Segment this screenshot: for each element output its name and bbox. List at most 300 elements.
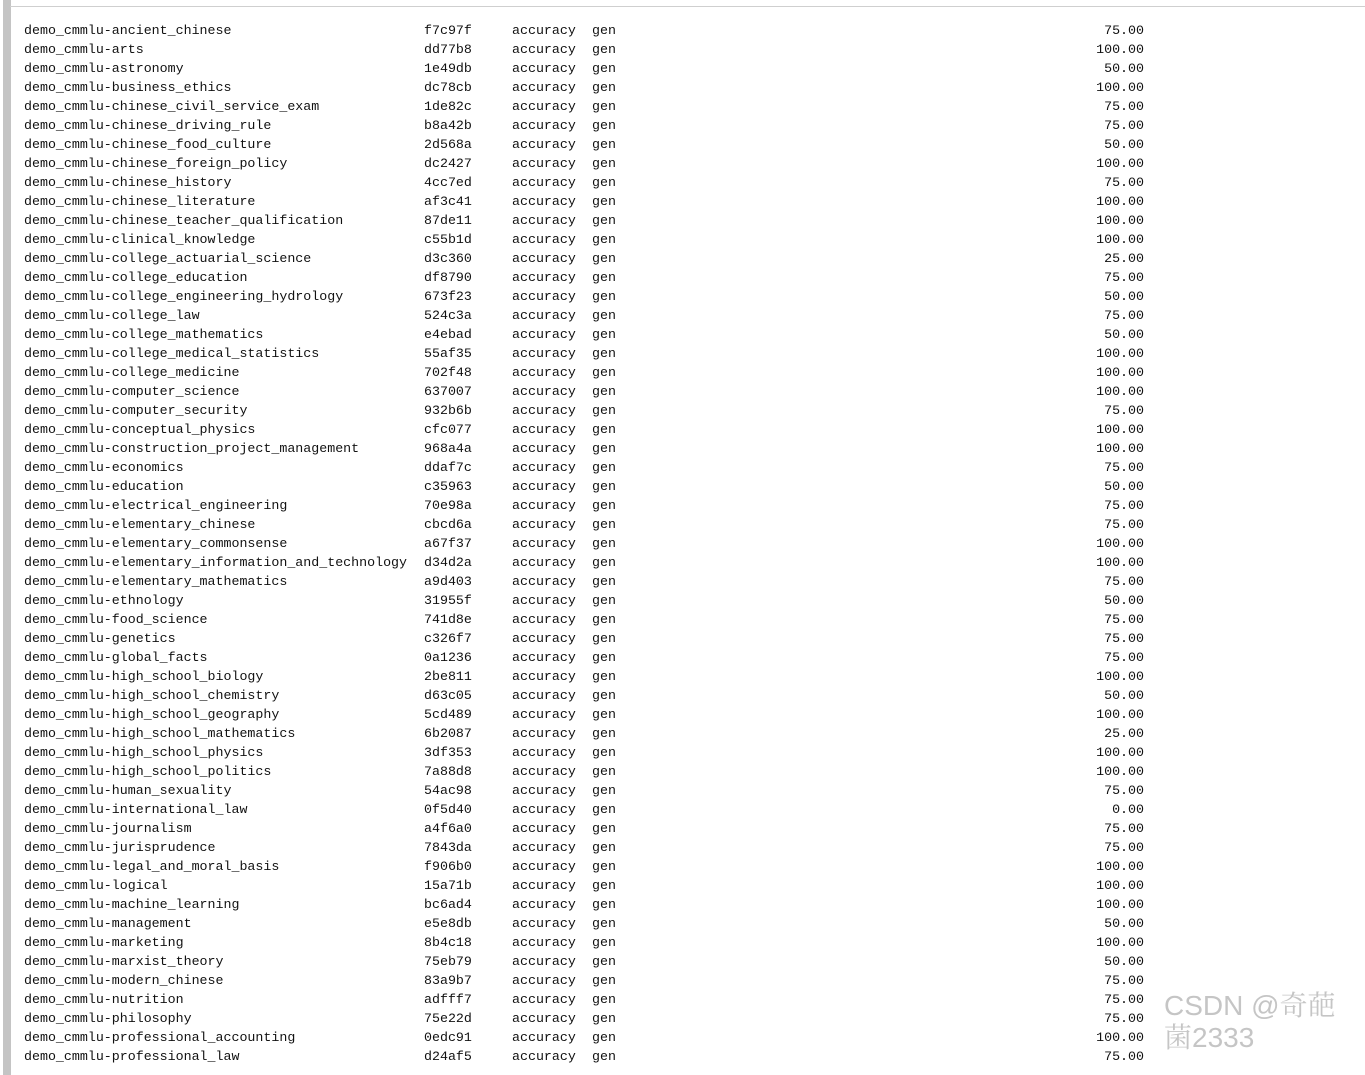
dataset-name: demo_cmmlu-economics (24, 460, 184, 475)
version-hash: cbcd6a (424, 517, 472, 532)
version-hash: 5cd489 (424, 707, 472, 722)
version-hash: 1de82c (424, 99, 472, 114)
version-hash: 741d8e (424, 612, 472, 627)
score: 75.00 (1104, 460, 1144, 475)
score: 25.00 (1104, 726, 1144, 741)
version-hash: 1e49db (424, 61, 472, 76)
dataset-name: demo_cmmlu-college_education (24, 270, 248, 285)
metric: accuracy (512, 137, 576, 152)
version-hash: 75eb79 (424, 954, 472, 969)
mode: gen (592, 783, 616, 798)
score: 75.00 (1104, 23, 1144, 38)
metric: accuracy (512, 536, 576, 551)
metric: accuracy (512, 555, 576, 570)
version-hash: 2be811 (424, 669, 472, 684)
metric: accuracy (512, 80, 576, 95)
metric: accuracy (512, 745, 576, 760)
dataset-name: demo_cmmlu-philosophy (24, 1011, 192, 1026)
metric: accuracy (512, 897, 576, 912)
score: 100.00 (1096, 422, 1144, 437)
score: 100.00 (1096, 935, 1144, 950)
table-row (0, 420, 1365, 439)
dataset-name: demo_cmmlu-high_school_geography (24, 707, 280, 722)
mode: gen (592, 346, 616, 361)
metric: accuracy (512, 821, 576, 836)
score: 75.00 (1104, 612, 1144, 627)
table-row (0, 268, 1365, 287)
table-row (0, 667, 1365, 686)
score: 75.00 (1104, 840, 1144, 855)
dataset-name: demo_cmmlu-education (24, 479, 184, 494)
mode: gen (592, 802, 616, 817)
version-hash: cfc077 (424, 422, 472, 437)
score: 75.00 (1104, 270, 1144, 285)
watermark: CSDN @奇葩菌2333 (1164, 990, 1336, 1053)
score: 50.00 (1104, 954, 1144, 969)
mode: gen (592, 745, 616, 760)
table-row (0, 344, 1365, 363)
version-hash: dc78cb (424, 80, 472, 95)
metric: accuracy (512, 973, 576, 988)
table-row (0, 838, 1365, 857)
score: 100.00 (1096, 156, 1144, 171)
version-hash: f906b0 (424, 859, 472, 874)
score: 100.00 (1096, 232, 1144, 247)
score: 75.00 (1104, 783, 1144, 798)
metric: accuracy (512, 213, 576, 228)
version-hash: dd77b8 (424, 42, 472, 57)
dataset-name: demo_cmmlu-electrical_engineering (24, 498, 288, 513)
mode: gen (592, 878, 616, 893)
table-row (0, 743, 1365, 762)
version-hash: 6b2087 (424, 726, 472, 741)
dataset-name: demo_cmmlu-college_medical_statistics (24, 346, 320, 361)
metric: accuracy (512, 859, 576, 874)
table-row (0, 686, 1365, 705)
table-row (0, 496, 1365, 515)
table-row (0, 306, 1365, 325)
mode: gen (592, 42, 616, 57)
dataset-name: demo_cmmlu-chinese_food_culture (24, 137, 272, 152)
version-hash: af3c41 (424, 194, 472, 209)
mode: gen (592, 365, 616, 380)
metric: accuracy (512, 707, 576, 722)
score: 50.00 (1104, 479, 1144, 494)
mode: gen (592, 859, 616, 874)
metric: accuracy (512, 118, 576, 133)
version-hash: 15a71b (424, 878, 472, 893)
dataset-name: demo_cmmlu-high_school_mathematics (24, 726, 296, 741)
version-hash: c35963 (424, 479, 472, 494)
score: 75.00 (1104, 118, 1144, 133)
dataset-name: demo_cmmlu-college_medicine (24, 365, 240, 380)
dataset-name: demo_cmmlu-logical (24, 878, 168, 893)
table-row (0, 325, 1365, 344)
mode: gen (592, 498, 616, 513)
dataset-name: demo_cmmlu-professional_law (24, 1049, 240, 1064)
dataset-name: demo_cmmlu-elementary_information_and_technology (24, 555, 408, 570)
version-hash: 31955f (424, 593, 472, 608)
table-row (0, 173, 1365, 192)
table-row (0, 211, 1365, 230)
dataset-name: demo_cmmlu-computer_security (24, 403, 248, 418)
mode: gen (592, 479, 616, 494)
version-hash: 524c3a (424, 308, 472, 323)
table-row (0, 439, 1365, 458)
version-hash: 0edc91 (424, 1030, 472, 1045)
score: 25.00 (1104, 251, 1144, 266)
dataset-name: demo_cmmlu-astronomy (24, 61, 184, 76)
dataset-name: demo_cmmlu-global_facts (24, 650, 208, 665)
metric: accuracy (512, 935, 576, 950)
version-hash: 932b6b (424, 403, 472, 418)
dataset-name: demo_cmmlu-college_actuarial_science (24, 251, 312, 266)
table-row (0, 515, 1365, 534)
dataset-name: demo_cmmlu-conceptual_physics (24, 422, 256, 437)
table-row (0, 553, 1365, 572)
table-row (0, 895, 1365, 914)
dataset-name: demo_cmmlu-human_sexuality (24, 783, 232, 798)
mode: gen (592, 1030, 616, 1045)
table-row (0, 21, 1365, 40)
metric: accuracy (512, 251, 576, 266)
dataset-name: demo_cmmlu-computer_science (24, 384, 240, 399)
metric: accuracy (512, 916, 576, 931)
mode: gen (592, 99, 616, 114)
metric: accuracy (512, 688, 576, 703)
metric: accuracy (512, 954, 576, 969)
score: 75.00 (1104, 99, 1144, 114)
table-row (0, 249, 1365, 268)
score: 75.00 (1104, 403, 1144, 418)
table-row (0, 781, 1365, 800)
version-hash: a4f6a0 (424, 821, 472, 836)
dataset-name: demo_cmmlu-high_school_chemistry (24, 688, 280, 703)
score: 75.00 (1104, 517, 1144, 532)
dataset-name: demo_cmmlu-marketing (24, 935, 184, 950)
score: 75.00 (1104, 992, 1144, 1007)
mode: gen (592, 916, 616, 931)
score: 100.00 (1096, 745, 1144, 760)
mode: gen (592, 137, 616, 152)
table-row (0, 78, 1365, 97)
table-row (0, 116, 1365, 135)
dataset-name: demo_cmmlu-clinical_knowledge (24, 232, 256, 247)
score: 75.00 (1104, 498, 1144, 513)
dataset-name: demo_cmmlu-elementary_chinese (24, 517, 256, 532)
score: 100.00 (1096, 555, 1144, 570)
mode: gen (592, 688, 616, 703)
metric: accuracy (512, 498, 576, 513)
table-row (0, 1009, 1365, 1028)
version-hash: a9d403 (424, 574, 472, 589)
version-hash: 83a9b7 (424, 973, 472, 988)
mode: gen (592, 270, 616, 285)
score: 0.00 (1112, 802, 1144, 817)
mode: gen (592, 612, 616, 627)
score: 50.00 (1104, 137, 1144, 152)
version-hash: b8a42b (424, 118, 472, 133)
score: 100.00 (1096, 536, 1144, 551)
mode: gen (592, 23, 616, 38)
mode: gen (592, 555, 616, 570)
mode: gen (592, 840, 616, 855)
version-hash: 4cc7ed (424, 175, 472, 190)
mode: gen (592, 650, 616, 665)
mode: gen (592, 251, 616, 266)
version-hash: bc6ad4 (424, 897, 472, 912)
score: 100.00 (1096, 42, 1144, 57)
table-row (0, 857, 1365, 876)
version-hash: 0f5d40 (424, 802, 472, 817)
dataset-name: demo_cmmlu-construction_project_management (24, 441, 360, 456)
dataset-name: demo_cmmlu-college_law (24, 308, 200, 323)
dataset-name: demo_cmmlu-business_ethics (24, 80, 232, 95)
metric: accuracy (512, 232, 576, 247)
version-hash: 2d568a (424, 137, 472, 152)
dataset-name: demo_cmmlu-international_law (24, 802, 248, 817)
table-row (0, 876, 1365, 895)
version-hash: e5e8db (424, 916, 472, 931)
score: 100.00 (1096, 213, 1144, 228)
table-row (0, 591, 1365, 610)
metric: accuracy (512, 650, 576, 665)
metric: accuracy (512, 764, 576, 779)
dataset-name: demo_cmmlu-marxist_theory (24, 954, 224, 969)
table-row (0, 97, 1365, 116)
dataset-name: demo_cmmlu-high_school_politics (24, 764, 272, 779)
metric: accuracy (512, 631, 576, 646)
version-hash: 70e98a (424, 498, 472, 513)
version-hash: df8790 (424, 270, 472, 285)
mode: gen (592, 897, 616, 912)
dataset-name: demo_cmmlu-nutrition (24, 992, 184, 1007)
score: 50.00 (1104, 916, 1144, 931)
dataset-name: demo_cmmlu-modern_chinese (24, 973, 224, 988)
mode: gen (592, 403, 616, 418)
metric: accuracy (512, 992, 576, 1007)
dataset-name: demo_cmmlu-legal_and_moral_basis (24, 859, 280, 874)
version-hash: ddaf7c (424, 460, 472, 475)
version-hash: d34d2a (424, 555, 472, 570)
version-hash: 968a4a (424, 441, 472, 456)
mode: gen (592, 593, 616, 608)
dataset-name: demo_cmmlu-jurisprudence (24, 840, 216, 855)
version-hash: 8b4c18 (424, 935, 472, 950)
metric: accuracy (512, 42, 576, 57)
mode: gen (592, 517, 616, 532)
metric: accuracy (512, 802, 576, 817)
mode: gen (592, 954, 616, 969)
table-row (0, 800, 1365, 819)
table-row (0, 287, 1365, 306)
metric: accuracy (512, 460, 576, 475)
version-hash: 87de11 (424, 213, 472, 228)
mode: gen (592, 1011, 616, 1026)
table-row (0, 933, 1365, 952)
score: 100.00 (1096, 80, 1144, 95)
metric: accuracy (512, 422, 576, 437)
score: 100.00 (1096, 707, 1144, 722)
metric: accuracy (512, 878, 576, 893)
metric: accuracy (512, 346, 576, 361)
metric: accuracy (512, 61, 576, 76)
table-row (0, 363, 1365, 382)
dataset-name: demo_cmmlu-chinese_driving_rule (24, 118, 272, 133)
table-row (0, 154, 1365, 173)
mode: gen (592, 821, 616, 836)
score: 100.00 (1096, 1030, 1144, 1045)
dataset-name: demo_cmmlu-journalism (24, 821, 192, 836)
mode: gen (592, 175, 616, 190)
metric: accuracy (512, 783, 576, 798)
table-row (0, 40, 1365, 59)
score: 100.00 (1096, 669, 1144, 684)
dataset-name: demo_cmmlu-college_mathematics (24, 327, 264, 342)
metric: accuracy (512, 289, 576, 304)
table-row (0, 629, 1365, 648)
metric: accuracy (512, 365, 576, 380)
score: 75.00 (1104, 631, 1144, 646)
mode: gen (592, 422, 616, 437)
dataset-name: demo_cmmlu-high_school_biology (24, 669, 264, 684)
score: 100.00 (1096, 764, 1144, 779)
metric: accuracy (512, 574, 576, 589)
score: 75.00 (1104, 650, 1144, 665)
dataset-name: demo_cmmlu-ethnology (24, 593, 184, 608)
dataset-name: demo_cmmlu-machine_learning (24, 897, 240, 912)
table-row (0, 572, 1365, 591)
score: 100.00 (1096, 897, 1144, 912)
score: 75.00 (1104, 1049, 1144, 1064)
metric: accuracy (512, 726, 576, 741)
mode: gen (592, 973, 616, 988)
metric: accuracy (512, 99, 576, 114)
mode: gen (592, 441, 616, 456)
table-row (0, 534, 1365, 553)
mode: gen (592, 156, 616, 171)
results-table (0, 21, 1365, 1066)
version-hash: 673f23 (424, 289, 472, 304)
table-row (0, 952, 1365, 971)
dataset-name: demo_cmmlu-arts (24, 42, 144, 57)
metric: accuracy (512, 840, 576, 855)
score: 75.00 (1104, 1011, 1144, 1026)
table-row (0, 610, 1365, 629)
metric: accuracy (512, 327, 576, 342)
metric: accuracy (512, 593, 576, 608)
score: 75.00 (1104, 308, 1144, 323)
score: 100.00 (1096, 384, 1144, 399)
version-hash: 637007 (424, 384, 472, 399)
dataset-name: demo_cmmlu-chinese_history (24, 175, 232, 190)
version-hash: 7a88d8 (424, 764, 472, 779)
score: 50.00 (1104, 289, 1144, 304)
metric: accuracy (512, 175, 576, 190)
dataset-name: demo_cmmlu-chinese_foreign_policy (24, 156, 288, 171)
dataset-name: demo_cmmlu-ancient_chinese (24, 23, 232, 38)
table-row (0, 230, 1365, 249)
version-hash: dc2427 (424, 156, 472, 171)
score: 100.00 (1096, 194, 1144, 209)
score: 100.00 (1096, 878, 1144, 893)
dataset-name: demo_cmmlu-chinese_teacher_qualification (24, 213, 344, 228)
mode: gen (592, 80, 616, 95)
version-hash: 54ac98 (424, 783, 472, 798)
table-row (0, 135, 1365, 154)
version-hash: 702f48 (424, 365, 472, 380)
mode: gen (592, 118, 616, 133)
metric: accuracy (512, 403, 576, 418)
dataset-name: demo_cmmlu-high_school_physics (24, 745, 264, 760)
table-row (0, 59, 1365, 78)
dataset-name: demo_cmmlu-elementary_mathematics (24, 574, 288, 589)
version-hash: 7843da (424, 840, 472, 855)
version-hash: c326f7 (424, 631, 472, 646)
table-row (0, 971, 1365, 990)
mode: gen (592, 194, 616, 209)
mode: gen (592, 707, 616, 722)
mode: gen (592, 384, 616, 399)
mode: gen (592, 213, 616, 228)
mode: gen (592, 935, 616, 950)
table-row (0, 477, 1365, 496)
version-hash: d24af5 (424, 1049, 472, 1064)
score: 50.00 (1104, 593, 1144, 608)
dataset-name: demo_cmmlu-management (24, 916, 192, 931)
score: 100.00 (1096, 441, 1144, 456)
table-row (0, 724, 1365, 743)
table-row (0, 1047, 1365, 1066)
dataset-name: demo_cmmlu-chinese_literature (24, 194, 256, 209)
dataset-name: demo_cmmlu-food_science (24, 612, 208, 627)
table-row (0, 192, 1365, 211)
metric: accuracy (512, 194, 576, 209)
metric: accuracy (512, 669, 576, 684)
dataset-name: demo_cmmlu-professional_accounting (24, 1030, 296, 1045)
table-row (0, 401, 1365, 420)
version-hash: 75e22d (424, 1011, 472, 1026)
version-hash: adfff7 (424, 992, 472, 1007)
score: 75.00 (1104, 973, 1144, 988)
score: 50.00 (1104, 327, 1144, 342)
score: 75.00 (1104, 175, 1144, 190)
dataset-name: demo_cmmlu-genetics (24, 631, 176, 646)
mode: gen (592, 669, 616, 684)
metric: accuracy (512, 517, 576, 532)
dataset-name: demo_cmmlu-chinese_civil_service_exam (24, 99, 320, 114)
mode: gen (592, 61, 616, 76)
table-row (0, 705, 1365, 724)
mode: gen (592, 327, 616, 342)
version-hash: c55b1d (424, 232, 472, 247)
score: 100.00 (1096, 346, 1144, 361)
mode: gen (592, 289, 616, 304)
score: 50.00 (1104, 61, 1144, 76)
table-row (0, 648, 1365, 667)
mode: gen (592, 726, 616, 741)
dataset-name: demo_cmmlu-college_engineering_hydrology (24, 289, 344, 304)
metric: accuracy (512, 23, 576, 38)
mode: gen (592, 232, 616, 247)
mode: gen (592, 574, 616, 589)
table-row (0, 819, 1365, 838)
table-row (0, 914, 1365, 933)
mode: gen (592, 1049, 616, 1064)
metric: accuracy (512, 156, 576, 171)
metric: accuracy (512, 308, 576, 323)
table-row (0, 762, 1365, 781)
